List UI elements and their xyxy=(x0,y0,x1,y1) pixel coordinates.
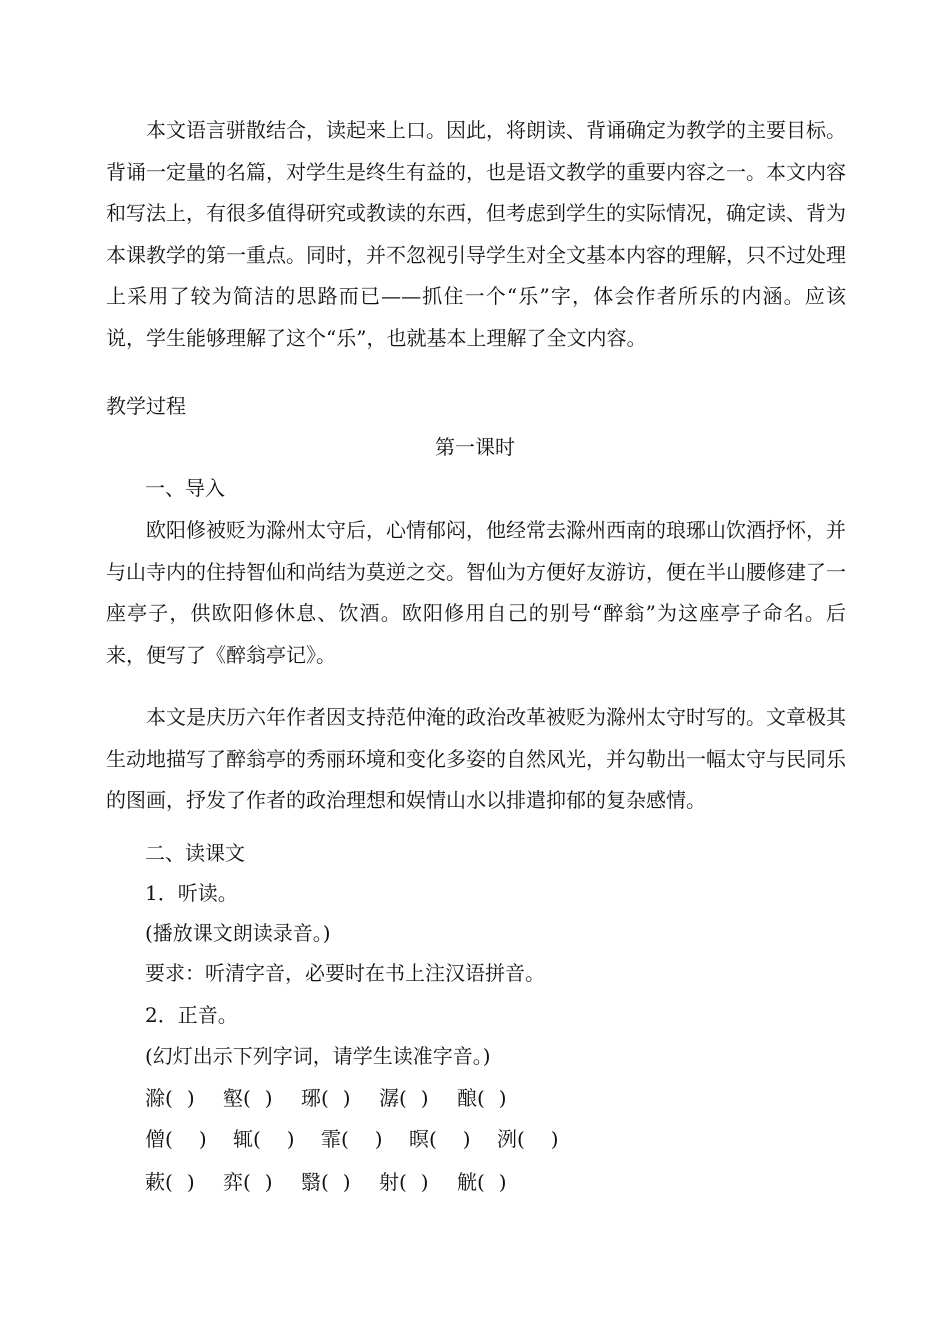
char-item xyxy=(379,1168,429,1196)
step-listen-requirement: 要求：听清字音，必要时在书上注汉语拼音。 xyxy=(145,961,545,985)
char-item xyxy=(379,1084,429,1112)
paren-close: ) xyxy=(198,1127,207,1151)
char-text: 滁 xyxy=(145,1086,165,1110)
char-text: 弈 xyxy=(222,1170,243,1194)
char-text: 霏 xyxy=(320,1127,341,1151)
paren-close: ) xyxy=(286,1127,295,1151)
paren-close: ) xyxy=(462,1127,471,1151)
char-text: 觥 xyxy=(456,1170,477,1194)
char-text: 壑 xyxy=(222,1086,243,1110)
char-text: 射 xyxy=(378,1170,399,1194)
paren-close: ) xyxy=(186,1086,195,1110)
step-listen-label: 1．听读。 xyxy=(145,881,238,905)
char-text: 翳 xyxy=(300,1170,321,1194)
char-item xyxy=(145,1168,195,1196)
paren-open: ( xyxy=(165,1127,173,1151)
paren-close: ) xyxy=(498,1170,507,1194)
char-row-3 xyxy=(145,1168,529,1196)
char-row-2 xyxy=(145,1125,559,1153)
lesson-title: 第一课时 xyxy=(435,435,515,459)
paren-open: ( xyxy=(320,1170,329,1194)
paren-open: ( xyxy=(476,1086,485,1110)
char-text: 辄 xyxy=(232,1127,253,1151)
section-heading-intro: 一、导入 xyxy=(145,476,225,500)
char-item xyxy=(233,1125,295,1153)
process-heading: 教学过程 xyxy=(106,394,186,418)
paren-open: ( xyxy=(398,1086,407,1110)
char-item xyxy=(301,1084,351,1112)
paren-open: ( xyxy=(165,1170,173,1194)
paren-open: ( xyxy=(428,1127,437,1151)
paren-close: ) xyxy=(186,1170,195,1194)
paren-open: ( xyxy=(340,1127,349,1151)
intro-paragraph-ouyang: 欧阳修被贬为滁州太守后，心情郁闷，他经常去滁州西南的琅琊山饮酒抒怀，并与山寺内的住持智仙和尚结为莫逆之交。智仙为方便好友游访，便在半山腰修建了一座亭子，供欧阳修休息、饮酒。欧阳修用自己的别号“醉翁”为这座亭子命名。后来，便写了《醉翁亭记》。 xyxy=(106,518,846,667)
char-item xyxy=(145,1125,207,1153)
char-text: 洌 xyxy=(496,1127,517,1151)
char-item xyxy=(223,1084,273,1112)
char-text: 琊 xyxy=(300,1086,321,1110)
paren-open: ( xyxy=(165,1086,173,1110)
step-pronunciation-note: (幻灯出示下列字词，请学生读准字音。) xyxy=(145,1044,491,1068)
char-text: 蔌 xyxy=(145,1170,165,1194)
char-text: 潺 xyxy=(378,1086,399,1110)
intro-paragraph: 本文语言骈散结合，读起来上口。因此，将朗读、背诵确定为教学的主要目标。背诵一定量的名篇，对学生是终生有益的，也是语文教学的重要内容之一。本文内容和写法上，有很多值得研究或教读的东西，但考虑到学生的实际情况，确定读、背为本课教学的第一重点。同时，并不忽视引导学生对全文基本内容的理解，只不过处理上采用了较为简洁的思路而已——抓住一个“乐”字，体会作者所乐的内涵。应该说，学生能够理解了这个“乐”，也就基本上理解了全文内容。 xyxy=(106,118,846,350)
char-item xyxy=(457,1168,507,1196)
char-item xyxy=(321,1125,383,1153)
paren-close: ) xyxy=(342,1086,351,1110)
section-heading-reading: 二、读课文 xyxy=(145,841,245,865)
step-listen-note: (播放课文朗读录音。) xyxy=(145,921,331,945)
char-text: 僧 xyxy=(145,1127,165,1151)
char-item xyxy=(145,1084,195,1112)
paren-close: ) xyxy=(498,1086,507,1110)
char-item xyxy=(409,1125,471,1153)
paren-close: ) xyxy=(420,1170,429,1194)
paren-close: ) xyxy=(342,1170,351,1194)
paren-open: ( xyxy=(476,1170,485,1194)
paren-open: ( xyxy=(398,1170,407,1194)
char-item xyxy=(457,1084,507,1112)
paren-close: ) xyxy=(550,1127,559,1151)
char-row-1 xyxy=(145,1084,529,1112)
char-item xyxy=(301,1168,351,1196)
char-item xyxy=(223,1168,273,1196)
paren-close: ) xyxy=(264,1086,273,1110)
paren-open: ( xyxy=(252,1127,261,1151)
char-text: 酿 xyxy=(456,1086,477,1110)
char-item xyxy=(497,1125,559,1153)
intro-paragraph-background: 本文是庆历六年作者因支持范仲淹的政治改革被贬为滁州太守时写的。文章极其生动地描写了醉翁亭的秀丽环境和变化多姿的自然风光，并勾勒出一幅太守与民同乐的图画，抒发了作者的政治理想和娱情山水以排遣抑郁的复杂感情。 xyxy=(106,705,846,812)
paren-open: ( xyxy=(320,1086,329,1110)
paren-open: ( xyxy=(242,1086,251,1110)
step-pronunciation-label: 2．正音。 xyxy=(145,1003,238,1027)
paren-open: ( xyxy=(516,1127,525,1151)
paren-close: ) xyxy=(420,1086,429,1110)
paren-open: ( xyxy=(242,1170,251,1194)
paren-close: ) xyxy=(374,1127,383,1151)
paren-close: ) xyxy=(264,1170,273,1194)
char-text: 暝 xyxy=(408,1127,429,1151)
